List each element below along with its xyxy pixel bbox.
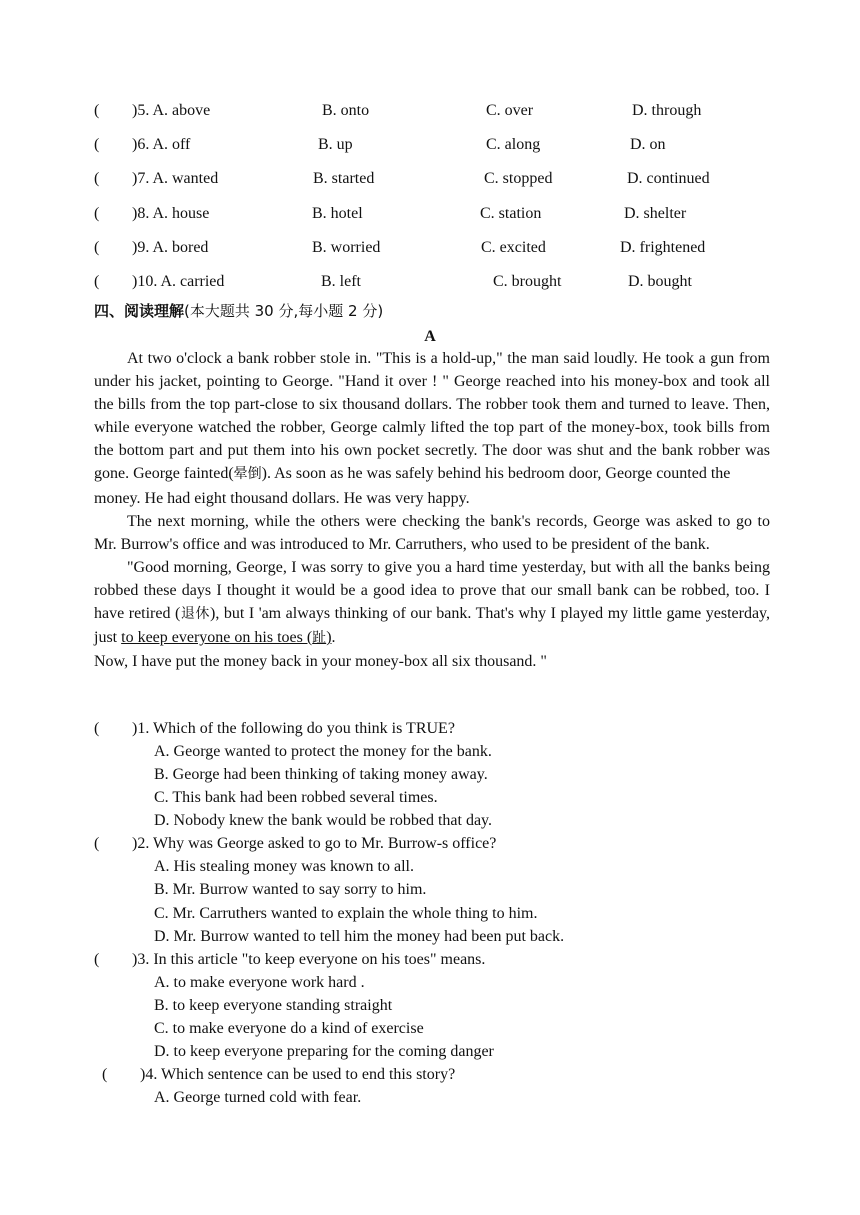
answer-paren: ( [94,136,100,153]
cloze-item-b: B. left [321,273,361,290]
answer-paren: ( [94,205,100,222]
reading-passage [94,347,770,673]
question-option: A. His stealing money was known to all. [154,858,414,876]
answer-paren: ( [94,239,100,256]
question-option: A. George wanted to protect the money for the bank. [154,743,492,760]
question-option: D. Nobody knew the bank would be robbed that day. [154,812,492,830]
question [94,948,794,1063]
question-option: B. Mr. Burrow wanted to say sorry to him. [154,881,427,899]
cloze-item-b: B. up [318,136,353,153]
cloze-item-d: D. on [630,136,666,153]
cloze-item-a: )5. A. above [132,102,211,119]
underlined-phrase: to keep everyone on his toes (趾) [121,629,332,647]
question-list [94,717,794,1109]
question-option: D. to keep everyone preparing for the coming danger [154,1043,494,1061]
passage-label: A [424,328,436,345]
question-option: C. This bank had been robbed several times. [154,789,438,807]
question-option: C. Mr. Carruthers wanted to explain the whole thing to him. [154,904,538,922]
cloze-row [0,237,860,259]
question [94,832,794,947]
question-option: B. George had been thinking of taking money away. [154,766,488,784]
section-heading-cn: 四、阅读理解 [94,302,185,320]
cloze-item-a: )6. A. off [132,136,191,153]
cloze-row [0,271,860,293]
cloze-row [0,168,860,190]
cloze-item-b: B. started [313,170,375,187]
passage-paragraph: The next morning, while the others were checking the bank's records, George was asked to go to Mr. Burrow's office and was introduced to Mr. Carruthers, who used to be president of the bank. [94,512,770,553]
question [94,1063,794,1109]
answer-paren: ( [94,102,100,119]
cloze-item-c: C. stopped [484,170,553,187]
cloze-row [0,100,860,122]
answer-paren: ( [94,273,100,290]
cloze-item-c: C. brought [493,273,562,290]
cloze-item-a: )9. A. bored [132,239,209,256]
answer-paren: ( [94,170,100,187]
cloze-row [0,203,860,225]
cloze-item-c: C. over [486,102,534,119]
cloze-item-d: D. continued [627,170,710,187]
passage-paragraph: "Good morning, George, I was sorry to give you a hard time yesterday, but with all the banks being robbed these days I thought it would be a good idea to prove that our small bank can be robbed, too. I have retired (退休), but I 'am always thinking of our bank. That's why I played my little game yesterday, just to keep everyone on his toes (趾). [94,558,771,647]
cloze-item-d: D. frightened [620,239,706,256]
cloze-item-d: D. through [632,102,702,119]
question-option: A. to make everyone work hard . [154,973,365,991]
passage-paragraph: At two o'clock a bank robber stole in. "This is a hold-up," the man said loudly. He took a gun from under his jacket, pointing to George. "Hand it over ! " George reached into his money-box and took all the bills from the top part-close to six thousand dollars. The robber took them and turned to leave. Then, while everyone watched the robber, George calmly lifted the top part of the money-box, took bills from the bottom part and put them into his own pocket secretly. The door was shut and the bank robber was gone. George fainted(晕倒). As soon as he was safely behind his bedroom door, George counted the [94,350,770,483]
question-option: C. to make everyone do a kind of exercise [154,1019,424,1037]
cloze-item-b: B. hotel [312,205,363,222]
question [94,717,794,832]
cloze-item-b: B. onto [322,102,370,119]
cloze-item-c: C. excited [481,239,546,256]
cloze-row [0,134,860,156]
section-heading [94,300,383,323]
cloze-item-c: C. along [486,136,541,153]
cloze-item-c: C. station [480,205,542,222]
question-option: B. to keep everyone standing straight [154,996,393,1014]
section-heading-score: (本大题共 30 分,每小题 2 分) [184,302,384,320]
question-stem: ( )1. Which of the following do you think is TRUE? [94,720,455,737]
cloze-item-d: D. bought [628,273,692,290]
question-stem: ( )2. Why was George asked to go to Mr. Burrow-s office? [94,835,497,853]
question-option: A. George turned cold with fear. [154,1089,362,1107]
passage-paragraph: Now, I have put the money back in your money-box all six thousand. " [94,653,547,671]
cloze-item-a: )10. A. carried [132,273,225,290]
cloze-item-b: B. worried [312,239,381,256]
cloze-item-a: )8. A. house [132,205,210,222]
cloze-item-a: )7. A. wanted [132,170,219,187]
question-option: D. Mr. Burrow wanted to tell him the money had been put back. [154,927,565,945]
cloze-item-d: D. shelter [624,205,687,222]
question-stem: ( )3. In this article "to keep everyone on his toes" means. [94,950,486,968]
question-stem: ( )4. Which sentence can be used to end this story? [102,1066,456,1084]
passage-paragraph: money. He had eight thousand dollars. He was very happy. [94,489,470,507]
